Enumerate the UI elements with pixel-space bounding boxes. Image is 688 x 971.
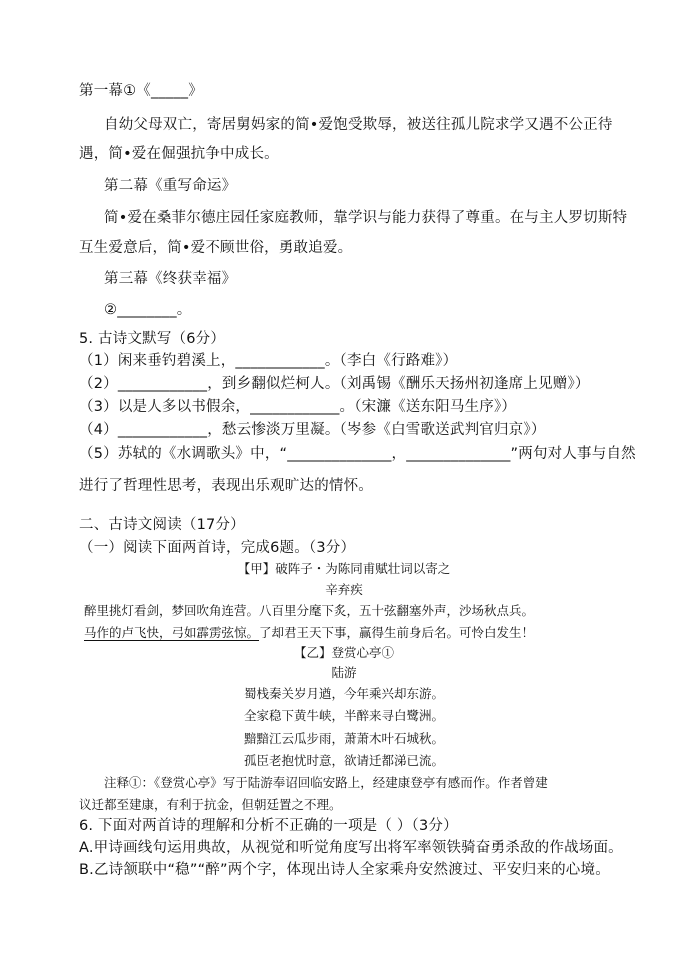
poem-yi-line3: 黯黯江云瓜步雨，萧萧木叶石城秋。 bbox=[243, 731, 444, 746]
q5-line1: （1）闲来垂钓碧溪上，____________。（李白《行路难》） bbox=[79, 353, 458, 369]
q6-option-a: A.甲诗画线句运用典故，从视觉和听觉角度写出将军率领铁骑奋勇杀敌的作战场面。 bbox=[79, 840, 623, 856]
poem-yi-note-line2: 议迁都至建康，有利于抗金，但朝廷置之不理。 bbox=[79, 797, 342, 812]
q6-option-b: B.乙诗颔联中“稳”“醉”两个字，体现出诗人全家乘舟安然渡过、平安归来的心境。 bbox=[79, 862, 610, 878]
act2-paragraph-line2: 互生爱意后，简•爱不顾世俗，勇敢追爱。 bbox=[79, 240, 353, 256]
act3-title: 第三幕《终获幸福》 bbox=[104, 271, 237, 287]
q5-line5: （5）苏轼的《水调歌头》中，“______________，______________”两句对人事与自然 bbox=[79, 446, 636, 462]
poem-yi-line4: 孤臣老抱忧时意，欲请迁都涕已流。 bbox=[243, 753, 444, 768]
q5-line4: （4）____________，愁云惨淡万里凝。（岑参《白雪歌送武判官归京》） bbox=[79, 422, 546, 438]
poem-jia-line2 bbox=[84, 624, 534, 642]
q5-title: 5. 古诗文默写（6分） bbox=[79, 331, 226, 347]
poem-yi-author: 陆游 bbox=[331, 665, 357, 680]
poem-yi-note-line1: 注释①：《登赏心亭》写于陆游奉诏回临安路上，经建康登亭有感而作。作者曾建 bbox=[104, 775, 548, 790]
poem-yi-title: 【乙】登赏心亭① bbox=[293, 645, 394, 660]
poem-jia-underlined-sentence: 马作的卢飞快，弓如霹雳弦惊。 bbox=[84, 625, 260, 640]
poem-yi-line2: 全家稳下黄牛峡，半醉来寻白鹭洲。 bbox=[243, 708, 444, 723]
q5-line2: （2）____________，到乡翻似烂柯人。（刘禹锡《酬乐天扬州初逢席上见赠》） bbox=[79, 376, 590, 392]
poem-jia-line1: 醉里挑灯看剑，梦回吹角连营。八百里分麾下炙，五十弦翻塞外声，沙场秋点兵。 bbox=[84, 603, 535, 618]
act1-paragraph-line1: 自幼父母双亡，寄居舅妈家的简•爱饱受欺辱，被送往孤儿院求学又遇不公正待 bbox=[104, 117, 613, 133]
act3-blank: ②________。 bbox=[104, 302, 192, 318]
section2-subtitle: （一）阅读下面两首诗，完成6题。（3分） bbox=[79, 540, 356, 556]
poem-jia-author: 辛弃疾 bbox=[325, 582, 363, 597]
act2-paragraph-line1: 简•爱在桑菲尔德庄园任家庭教师，靠学识与能力获得了尊重。在与主人罗切斯特 bbox=[104, 210, 628, 226]
act2-title: 第二幕《重写命运》 bbox=[104, 178, 237, 194]
act1-title: 第一幕①《_____》 bbox=[79, 83, 203, 99]
poem-jia-title: 【甲】破阵子・为陈同甫赋壮词以寄之 bbox=[237, 561, 451, 576]
q6-stem: 6. 下面对两首诗的理解和分析不正确的一项是（ ）（3分） bbox=[79, 818, 458, 834]
section2-title: 二、古诗文阅读（17分） bbox=[79, 517, 245, 533]
q5-line3: （3）以是人多以书假余，____________。（宋濂《送东阳马生序》） bbox=[79, 399, 517, 415]
q5-line5-continued: 进行了哲理性思考，表现出乐观旷达的情怀。 bbox=[79, 478, 373, 494]
poem-jia-line2-rest: 了却君王天下事，赢得生前身后名。可怜白发生！ bbox=[259, 625, 535, 640]
act1-paragraph-line2: 遇，简•爱在倔强抗争中成长。 bbox=[79, 146, 279, 162]
poem-yi-line1: 蜀栈秦关岁月遒，今年乘兴却东游。 bbox=[243, 686, 444, 701]
